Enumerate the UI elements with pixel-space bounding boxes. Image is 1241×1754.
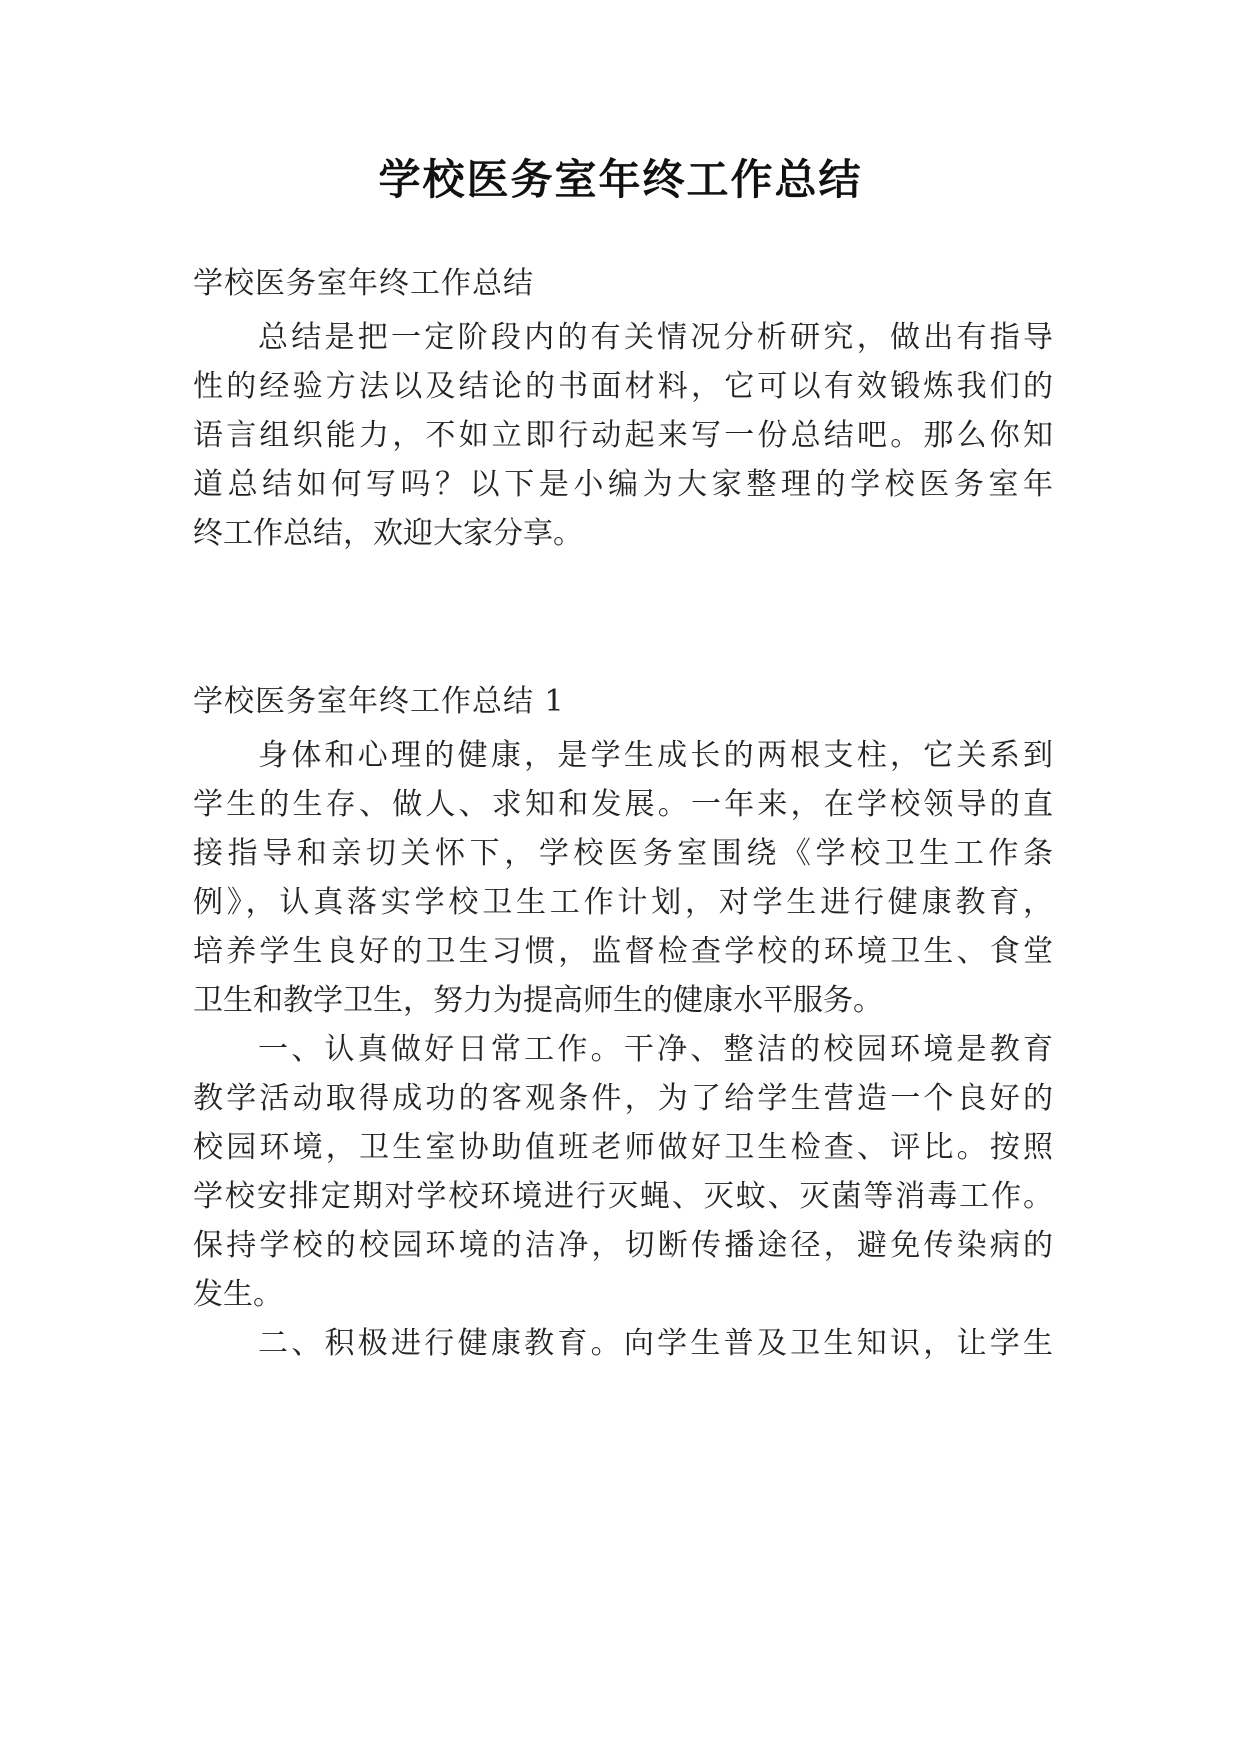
section1-heading: 学校医务室年终工作总结 1 [193, 684, 565, 719]
section3-line-1: 二、积极进行健康教育。向学生普及卫生知识，让学生 [258, 1326, 1053, 1361]
intro-line-5: 终工作总结，欢迎大家分享。 [193, 516, 583, 551]
section2-line-1: 一、认真做好日常工作。干净、整洁的校园环境是教育 [258, 1032, 1053, 1067]
section2-line-2: 教学活动取得成功的客观条件，为了给学生营造一个良好的 [193, 1081, 1053, 1116]
intro-heading: 学校医务室年终工作总结 [193, 266, 534, 301]
section1-line-3: 接指导和亲切关怀下，学校医务室围绕《学校卫生工作条 [193, 836, 1053, 871]
section2-line-6: 发生。 [193, 1277, 283, 1312]
section1-line-1: 身体和心理的健康，是学生成长的两根支柱，它关系到 [258, 738, 1053, 773]
section2-line-5: 保持学校的校园环境的洁净，切断传播途径，避免传染病的 [193, 1228, 1053, 1263]
section2-line-3: 校园环境，卫生室协助值班老师做好卫生检查、评比。按照 [193, 1130, 1053, 1165]
section2-line-4: 学校安排定期对学校环境进行灭蝇、灭蚊、灭菌等消毒工作。 [193, 1179, 1053, 1214]
document-title: 学校医务室年终工作总结 [378, 155, 863, 204]
section1-line-2: 学生的生存、做人、求知和发展。一年来，在学校领导的直 [193, 787, 1053, 822]
section1-line-4: 例》，认真落实学校卫生工作计划，对学生进行健康教育， [193, 885, 1053, 920]
intro-line-2: 性的经验方法以及结论的书面材料，它可以有效锻炼我们的 [193, 369, 1053, 404]
section1-line-6: 卫生和教学卫生，努力为提高师生的健康水平服务。 [193, 983, 883, 1018]
intro-line-3: 语言组织能力，不如立即行动起来写一份总结吧。那么你知 [193, 418, 1053, 453]
intro-line-1: 总结是把一定阶段内的有关情况分析研究，做出有指导 [258, 320, 1053, 355]
section1-line-5: 培养学生良好的卫生习惯，监督检查学校的环境卫生、食堂 [193, 934, 1053, 969]
intro-line-4: 道总结如何写吗？以下是小编为大家整理的学校医务室年 [193, 467, 1053, 502]
